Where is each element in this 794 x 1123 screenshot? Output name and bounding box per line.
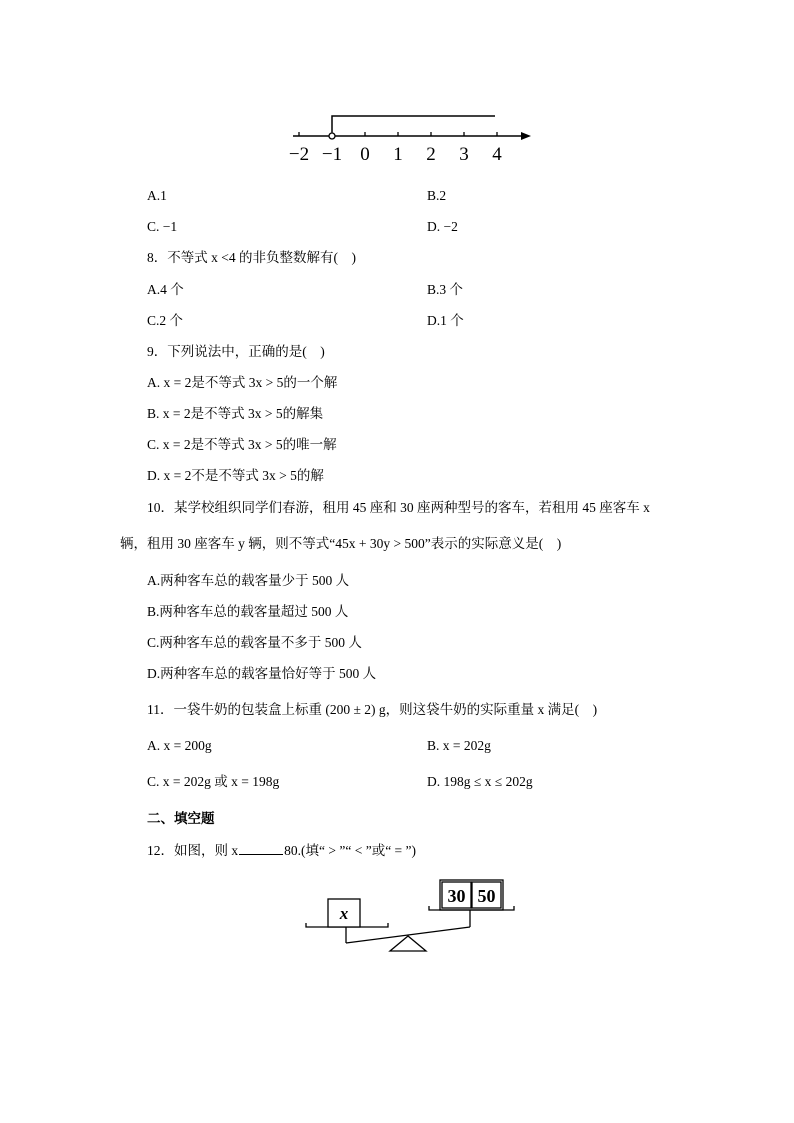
tick-label: 2 <box>426 144 436 165</box>
q8-option-d: D.1 个 <box>427 313 464 328</box>
section-title: 二、填空题 <box>147 811 215 826</box>
q8-option-b: B.3 个 <box>427 282 464 297</box>
balance-scale-figure <box>300 872 525 956</box>
q9-stem: 9．下列说法中，正确的是( ) <box>147 344 325 359</box>
q11-option-c: C. x = 202g 或 x = 198g <box>147 774 280 789</box>
q9-option-a: A. x = 2是不等式 3x > 5的一个解 <box>147 375 338 390</box>
right-weight-label-1: 30 <box>447 886 466 906</box>
q11-option-a: A. x = 200g <box>147 738 212 753</box>
q10-stem-line2: 辆，租用 30 座客车 y 辆，则不等式“45x + 30y > 500”表示的实际意义是( ) <box>120 536 562 551</box>
tick-label: 3 <box>459 144 469 165</box>
q7-option-a: A.1 <box>147 188 167 203</box>
q12-stem-before: 12．如图，则 x <box>147 843 239 858</box>
right-weight-label-2: 50 <box>477 886 496 906</box>
tick-label: 4 <box>492 144 502 165</box>
open-circle-icon <box>329 133 335 139</box>
fulcrum <box>390 936 426 951</box>
q11-option-b: B. x = 202g <box>427 738 491 753</box>
q9-option-c: C. x = 2是不等式 3x > 5的唯一解 <box>147 437 337 452</box>
q7-option-d: D. −2 <box>427 219 458 234</box>
q11-stem: 11．一袋牛奶的包装盒上标重 (200 ± 2) g，则这袋牛奶的实际重量 x 满足( ) <box>147 702 598 717</box>
solution-bracket <box>332 116 495 132</box>
q10-option-c: C.两种客车总的载客量不多于 500 人 <box>147 635 362 650</box>
q9-option-b: B. x = 2是不等式 3x > 5的解集 <box>147 406 324 421</box>
q10-option-b: B.两种客车总的载客量超过 500 人 <box>147 604 349 619</box>
q10-stem-line1: 10．某学校组织同学们春游，租用 45 座和 30 座两种型号的客车，若租用 45 座客车 x <box>147 500 650 515</box>
answer-blank[interactable] <box>239 842 283 855</box>
q8-option-c: C.2 个 <box>147 313 184 328</box>
q9-option-d: D. x = 2不是不等式 3x > 5的解 <box>147 468 324 483</box>
tick-label: 0 <box>360 144 370 165</box>
tick-label: −2 <box>288 144 310 165</box>
tick-label: 1 <box>393 144 403 165</box>
tick-label: −1 <box>321 144 343 165</box>
q10-option-d: D.两种客车总的载客量恰好等于 500 人 <box>147 666 377 681</box>
q11-option-d: D. 198g ≤ x ≤ 202g <box>427 774 533 789</box>
q10-option-a: A.两种客车总的载客量少于 500 人 <box>147 573 350 588</box>
arrow-head-icon <box>521 132 531 140</box>
number-line-figure <box>285 108 545 166</box>
q8-option-a: A.4 个 <box>147 282 184 297</box>
q8-stem: 8．不等式 x <4 的非负整数解有( ) <box>147 250 356 265</box>
q12-stem <box>147 842 416 860</box>
q7-option-b: B.2 <box>427 188 447 203</box>
q7-option-c: C. −1 <box>147 219 178 234</box>
left-weight-label: x <box>339 904 349 923</box>
q12-stem-after: 80.(填“ > ”“ < ”或“ = ”) <box>284 843 417 858</box>
